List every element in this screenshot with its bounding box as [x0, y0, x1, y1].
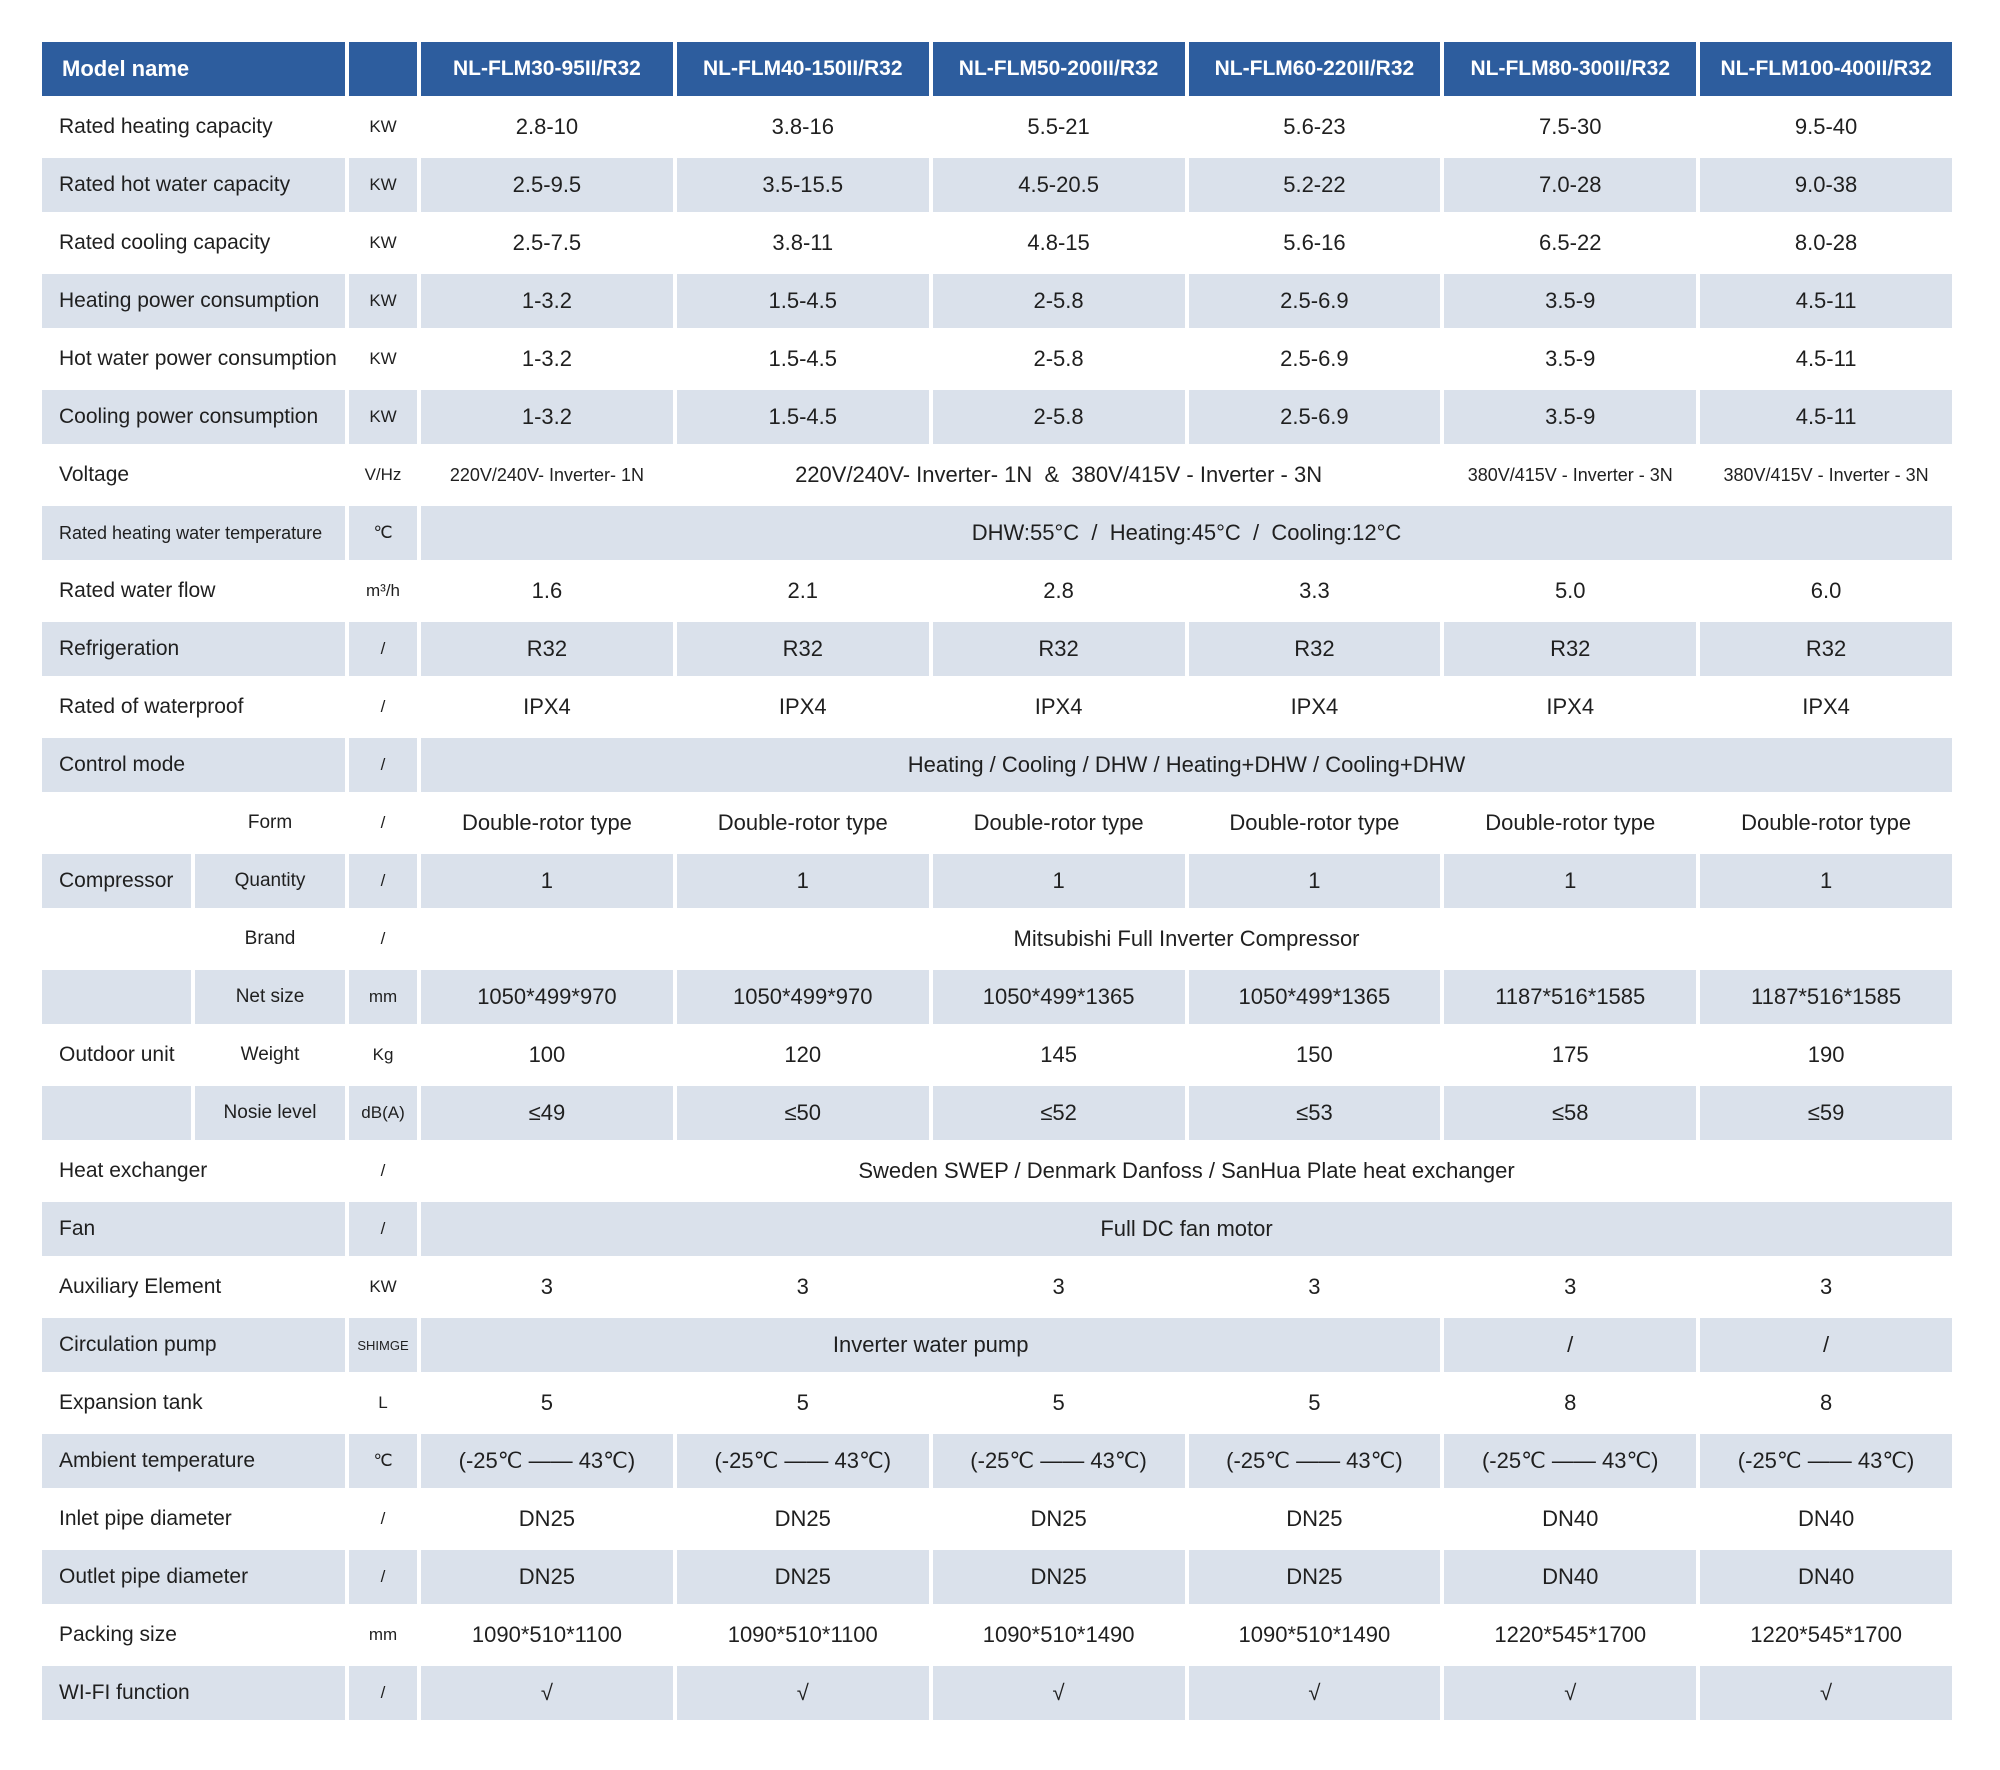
spec-table	[40, 40, 1954, 1722]
table-row	[40, 156, 1954, 214]
table-row	[40, 98, 1954, 156]
value-cell: 2.5-6.9	[1187, 330, 1443, 388]
value-cell: R32	[1442, 620, 1698, 678]
value-cell: /	[1698, 1316, 1954, 1374]
value-cell: 6.0	[1698, 562, 1954, 620]
unit-cell: ℃	[347, 504, 419, 562]
row-label: Rated heating capacity	[40, 98, 347, 156]
value-cell: 1	[931, 852, 1187, 910]
value-cell: 4.5-11	[1698, 388, 1954, 446]
value-cell: 1187*516*1585	[1442, 968, 1698, 1026]
row-label: WI-FI function	[40, 1664, 347, 1722]
value-cell: 2.5-6.9	[1187, 272, 1443, 330]
value-cell: IPX4	[931, 678, 1187, 736]
model-column-header: NL-FLM40-150II/R32	[675, 40, 931, 98]
row-label: Fan	[40, 1200, 347, 1258]
value-cell: 3.8-11	[675, 214, 931, 272]
row-sublabel: Brand	[193, 910, 347, 968]
value-cell: 4.8-15	[931, 214, 1187, 272]
table-row	[40, 1142, 1954, 1200]
unit-cell: KW	[347, 98, 419, 156]
check-icon: √	[675, 1664, 931, 1722]
unit-cell: V/Hz	[347, 446, 419, 504]
value-cell: Double-rotor type	[1442, 794, 1698, 852]
table-row	[40, 1548, 1954, 1606]
value-cell: 2.5-7.5	[419, 214, 675, 272]
row-label: Hot water power consumption	[40, 330, 347, 388]
model-column-header: NL-FLM100-400II/R32	[1698, 40, 1954, 98]
value-cell: 2-5.8	[931, 330, 1187, 388]
value-cell: 7.0-28	[1442, 156, 1698, 214]
value-cell: 175	[1442, 1026, 1698, 1084]
value-cell: 1-3.2	[419, 388, 675, 446]
row-label: Refrigeration	[40, 620, 347, 678]
value-cell: ≤50	[675, 1084, 931, 1142]
value-cell: 9.0-38	[1698, 156, 1954, 214]
value-cell: 1	[675, 852, 931, 910]
row-label: Outlet pipe diameter	[40, 1548, 347, 1606]
value-cell: (-25℃ —— 43℃)	[1698, 1432, 1954, 1490]
value-cell: /	[1442, 1316, 1698, 1374]
value-cell: 1-3.2	[419, 330, 675, 388]
value-cell: 5.0	[1442, 562, 1698, 620]
table-row	[40, 794, 1954, 852]
value-cell: 1	[1187, 852, 1443, 910]
row-label: Rated cooling capacity	[40, 214, 347, 272]
unit-cell: /	[347, 910, 419, 968]
value-cell: 5	[675, 1374, 931, 1432]
value-cell: 1	[1698, 852, 1954, 910]
value-cell: 5	[419, 1374, 675, 1432]
value-cell: 9.5-40	[1698, 98, 1954, 156]
unit-cell: ℃	[347, 1432, 419, 1490]
value-cell: 3.5-9	[1442, 330, 1698, 388]
value-cell: 2.5-9.5	[419, 156, 675, 214]
table-row	[40, 1258, 1954, 1316]
value-cell: Double-rotor type	[675, 794, 931, 852]
unit-cell: mm	[347, 968, 419, 1026]
unit-cell: /	[347, 736, 419, 794]
value-cell: 1090*510*1100	[675, 1606, 931, 1664]
table-row	[40, 1200, 1954, 1258]
table-row	[40, 446, 1954, 504]
value-cell: 145	[931, 1026, 1187, 1084]
value-cell: 1	[1442, 852, 1698, 910]
table-row	[40, 1664, 1954, 1722]
row-label: Inlet pipe diameter	[40, 1490, 347, 1548]
row-sublabel: Quantity	[193, 852, 347, 910]
value-cell: IPX4	[1187, 678, 1443, 736]
value-cell: Heating / Cooling / DHW / Heating+DHW / Cooling+DHW	[419, 736, 1954, 794]
value-cell: R32	[1698, 620, 1954, 678]
check-icon: √	[419, 1664, 675, 1722]
value-cell: IPX4	[1698, 678, 1954, 736]
value-cell: 3	[931, 1258, 1187, 1316]
row-label: Rated heating water temperature	[40, 504, 347, 562]
table-row	[40, 1084, 1954, 1142]
value-cell: 1050*499*970	[419, 968, 675, 1026]
value-cell: 3.3	[1187, 562, 1443, 620]
unit-cell: Kg	[347, 1026, 419, 1084]
value-cell: 2-5.8	[931, 388, 1187, 446]
table-row	[40, 562, 1954, 620]
unit-cell: /	[347, 620, 419, 678]
unit-cell: KW	[347, 330, 419, 388]
value-cell: 8.0-28	[1698, 214, 1954, 272]
value-cell: 4.5-11	[1698, 272, 1954, 330]
value-cell: ≤53	[1187, 1084, 1443, 1142]
value-cell: 4.5-20.5	[931, 156, 1187, 214]
value-cell: DN25	[931, 1548, 1187, 1606]
value-cell: 5	[931, 1374, 1187, 1432]
table-row	[40, 388, 1954, 446]
value-cell: 3.5-15.5	[675, 156, 931, 214]
value-cell: DN40	[1442, 1490, 1698, 1548]
row-label: Control mode	[40, 736, 347, 794]
value-cell: R32	[675, 620, 931, 678]
unit-cell: KW	[347, 388, 419, 446]
value-cell: (-25℃ —— 43℃)	[1187, 1432, 1443, 1490]
table-row	[40, 968, 1954, 1026]
value-cell: Double-rotor type	[1187, 794, 1443, 852]
value-cell: 220V/240V- Inverter- 1N & 380V/415V - Inverter - 3N	[675, 446, 1442, 504]
model-column-header: NL-FLM30-95II/R32	[419, 40, 675, 98]
value-cell: (-25℃ —— 43℃)	[1442, 1432, 1698, 1490]
value-cell: DN25	[931, 1490, 1187, 1548]
row-sublabel: Nosie level	[193, 1084, 347, 1142]
unit-column-header	[347, 40, 419, 98]
value-cell: (-25℃ —— 43℃)	[419, 1432, 675, 1490]
value-cell: 3	[675, 1258, 931, 1316]
value-cell: IPX4	[675, 678, 931, 736]
value-cell: 1090*510*1490	[931, 1606, 1187, 1664]
model-column-header: NL-FLM60-220II/R32	[1187, 40, 1443, 98]
value-cell: (-25℃ —— 43℃)	[931, 1432, 1187, 1490]
unit-cell: SHIMGE	[347, 1316, 419, 1374]
model-column-header: NL-FLM50-200II/R32	[931, 40, 1187, 98]
value-cell: 1.5-4.5	[675, 388, 931, 446]
unit-cell: /	[347, 1664, 419, 1722]
unit-cell: /	[347, 1490, 419, 1548]
unit-cell: /	[347, 678, 419, 736]
value-cell: 8	[1442, 1374, 1698, 1432]
row-label: Cooling power consumption	[40, 388, 347, 446]
value-cell: 5.2-22	[1187, 156, 1443, 214]
row-label: Auxiliary Element	[40, 1258, 347, 1316]
row-label: Heating power consumption	[40, 272, 347, 330]
unit-cell: /	[347, 794, 419, 852]
value-cell: R32	[931, 620, 1187, 678]
value-cell: Mitsubishi Full Inverter Compressor	[419, 910, 1954, 968]
model-column-header: NL-FLM80-300II/R32	[1442, 40, 1698, 98]
value-cell: ≤59	[1698, 1084, 1954, 1142]
value-cell: ≤49	[419, 1084, 675, 1142]
value-cell: 1090*510*1490	[1187, 1606, 1443, 1664]
unit-cell: dB(A)	[347, 1084, 419, 1142]
value-cell: Double-rotor type	[931, 794, 1187, 852]
value-cell: 1090*510*1100	[419, 1606, 675, 1664]
value-cell: 4.5-11	[1698, 330, 1954, 388]
value-cell: 190	[1698, 1026, 1954, 1084]
row-sublabel: Form	[193, 794, 347, 852]
value-cell: 3.5-9	[1442, 272, 1698, 330]
table-row	[40, 1490, 1954, 1548]
unit-cell: KW	[347, 272, 419, 330]
value-cell: 1220*545*1700	[1442, 1606, 1698, 1664]
row-label: Rated water flow	[40, 562, 347, 620]
value-cell: 3	[1698, 1258, 1954, 1316]
row-label: Rated hot water capacity	[40, 156, 347, 214]
value-cell: 5.5-21	[931, 98, 1187, 156]
row-label: Heat exchanger	[40, 1142, 347, 1200]
unit-cell: mm	[347, 1606, 419, 1664]
value-cell: DN40	[1442, 1548, 1698, 1606]
value-cell: 2.8-10	[419, 98, 675, 156]
row-group-label-empty	[40, 794, 193, 852]
row-label: Ambient temperature	[40, 1432, 347, 1490]
check-icon: √	[1187, 1664, 1443, 1722]
value-cell: 3.5-9	[1442, 388, 1698, 446]
value-cell: 2.5-6.9	[1187, 388, 1443, 446]
value-cell: ≤52	[931, 1084, 1187, 1142]
value-cell: 1220*545*1700	[1698, 1606, 1954, 1664]
row-label: Rated of waterproof	[40, 678, 347, 736]
value-cell: 150	[1187, 1026, 1443, 1084]
value-cell: 1187*516*1585	[1698, 968, 1954, 1026]
value-cell: 1050*499*1365	[1187, 968, 1443, 1026]
table-row	[40, 1316, 1954, 1374]
table-body	[40, 98, 1954, 1722]
unit-cell: /	[347, 852, 419, 910]
table-row	[40, 330, 1954, 388]
value-cell: 2.8	[931, 562, 1187, 620]
value-cell: DHW:55°C / Heating:45°C / Cooling:12°C	[419, 504, 1954, 562]
row-label: Voltage	[40, 446, 347, 504]
value-cell: 3	[1442, 1258, 1698, 1316]
row-group-label-empty	[40, 910, 193, 968]
row-sublabel: Net size	[193, 968, 347, 1026]
row-label: Expansion tank	[40, 1374, 347, 1432]
value-cell: DN40	[1698, 1548, 1954, 1606]
value-cell: 3	[419, 1258, 675, 1316]
value-cell: 380V/415V - Inverter - 3N	[1698, 446, 1954, 504]
value-cell: ≤58	[1442, 1084, 1698, 1142]
value-cell: Sweden SWEP / Denmark Danfoss / SanHua Plate heat exchanger	[419, 1142, 1954, 1200]
value-cell: 5.6-23	[1187, 98, 1443, 156]
value-cell: DN25	[675, 1490, 931, 1548]
unit-cell: KW	[347, 1258, 419, 1316]
table-row	[40, 1432, 1954, 1490]
table-row	[40, 678, 1954, 736]
value-cell: 2-5.8	[931, 272, 1187, 330]
table-row	[40, 1606, 1954, 1664]
table-row	[40, 736, 1954, 794]
value-cell: 120	[675, 1026, 931, 1084]
value-cell: Inverter water pump	[419, 1316, 1442, 1374]
value-cell: 5	[1187, 1374, 1443, 1432]
value-cell: Full DC fan motor	[419, 1200, 1954, 1258]
table-row	[40, 504, 1954, 562]
value-cell: 380V/415V - Inverter - 3N	[1442, 446, 1698, 504]
value-cell: 8	[1698, 1374, 1954, 1432]
value-cell: DN25	[1187, 1548, 1443, 1606]
value-cell: 220V/240V- Inverter- 1N	[419, 446, 675, 504]
table-row	[40, 272, 1954, 330]
value-cell: 1.6	[419, 562, 675, 620]
value-cell: 6.5-22	[1442, 214, 1698, 272]
value-cell: 5.6-16	[1187, 214, 1443, 272]
value-cell: 7.5-30	[1442, 98, 1698, 156]
unit-cell: m³/h	[347, 562, 419, 620]
value-cell: (-25℃ —— 43℃)	[675, 1432, 931, 1490]
value-cell: 2.1	[675, 562, 931, 620]
value-cell: 3.8-16	[675, 98, 931, 156]
check-icon: √	[931, 1664, 1187, 1722]
value-cell: DN40	[1698, 1490, 1954, 1548]
value-cell: DN25	[675, 1548, 931, 1606]
value-cell: 1050*499*970	[675, 968, 931, 1026]
table-row	[40, 910, 1954, 968]
table-row	[40, 1374, 1954, 1432]
row-group-label-empty	[40, 968, 193, 1026]
unit-cell: L	[347, 1374, 419, 1432]
row-sublabel: Weight	[193, 1026, 347, 1084]
value-cell: 3	[1187, 1258, 1443, 1316]
unit-cell: /	[347, 1142, 419, 1200]
row-group-label-empty	[40, 1084, 193, 1142]
unit-cell: KW	[347, 214, 419, 272]
table-row	[40, 620, 1954, 678]
value-cell: R32	[419, 620, 675, 678]
table-row	[40, 214, 1954, 272]
value-cell: R32	[1187, 620, 1443, 678]
table-head	[40, 40, 1954, 98]
row-label: Circulation pump	[40, 1316, 347, 1374]
check-icon: √	[1442, 1664, 1698, 1722]
value-cell: 1050*499*1365	[931, 968, 1187, 1026]
value-cell: DN25	[1187, 1490, 1443, 1548]
value-cell: 1.5-4.5	[675, 330, 931, 388]
row-group-label: Compressor	[40, 852, 193, 910]
model-name-header: Model name	[40, 40, 347, 98]
value-cell: 100	[419, 1026, 675, 1084]
row-group-label: Outdoor unit	[40, 1026, 193, 1084]
spec-table-container	[40, 40, 1954, 1722]
value-cell: IPX4	[1442, 678, 1698, 736]
value-cell: Double-rotor type	[1698, 794, 1954, 852]
check-icon: √	[1698, 1664, 1954, 1722]
unit-cell: /	[347, 1548, 419, 1606]
table-row	[40, 852, 1954, 910]
table-row	[40, 1026, 1954, 1084]
unit-cell: /	[347, 1200, 419, 1258]
value-cell: 1	[419, 852, 675, 910]
value-cell: 1.5-4.5	[675, 272, 931, 330]
value-cell: 1-3.2	[419, 272, 675, 330]
value-cell: Double-rotor type	[419, 794, 675, 852]
unit-cell: KW	[347, 156, 419, 214]
row-label: Packing size	[40, 1606, 347, 1664]
value-cell: DN25	[419, 1548, 675, 1606]
table-header-row	[40, 40, 1954, 98]
value-cell: DN25	[419, 1490, 675, 1548]
value-cell: IPX4	[419, 678, 675, 736]
